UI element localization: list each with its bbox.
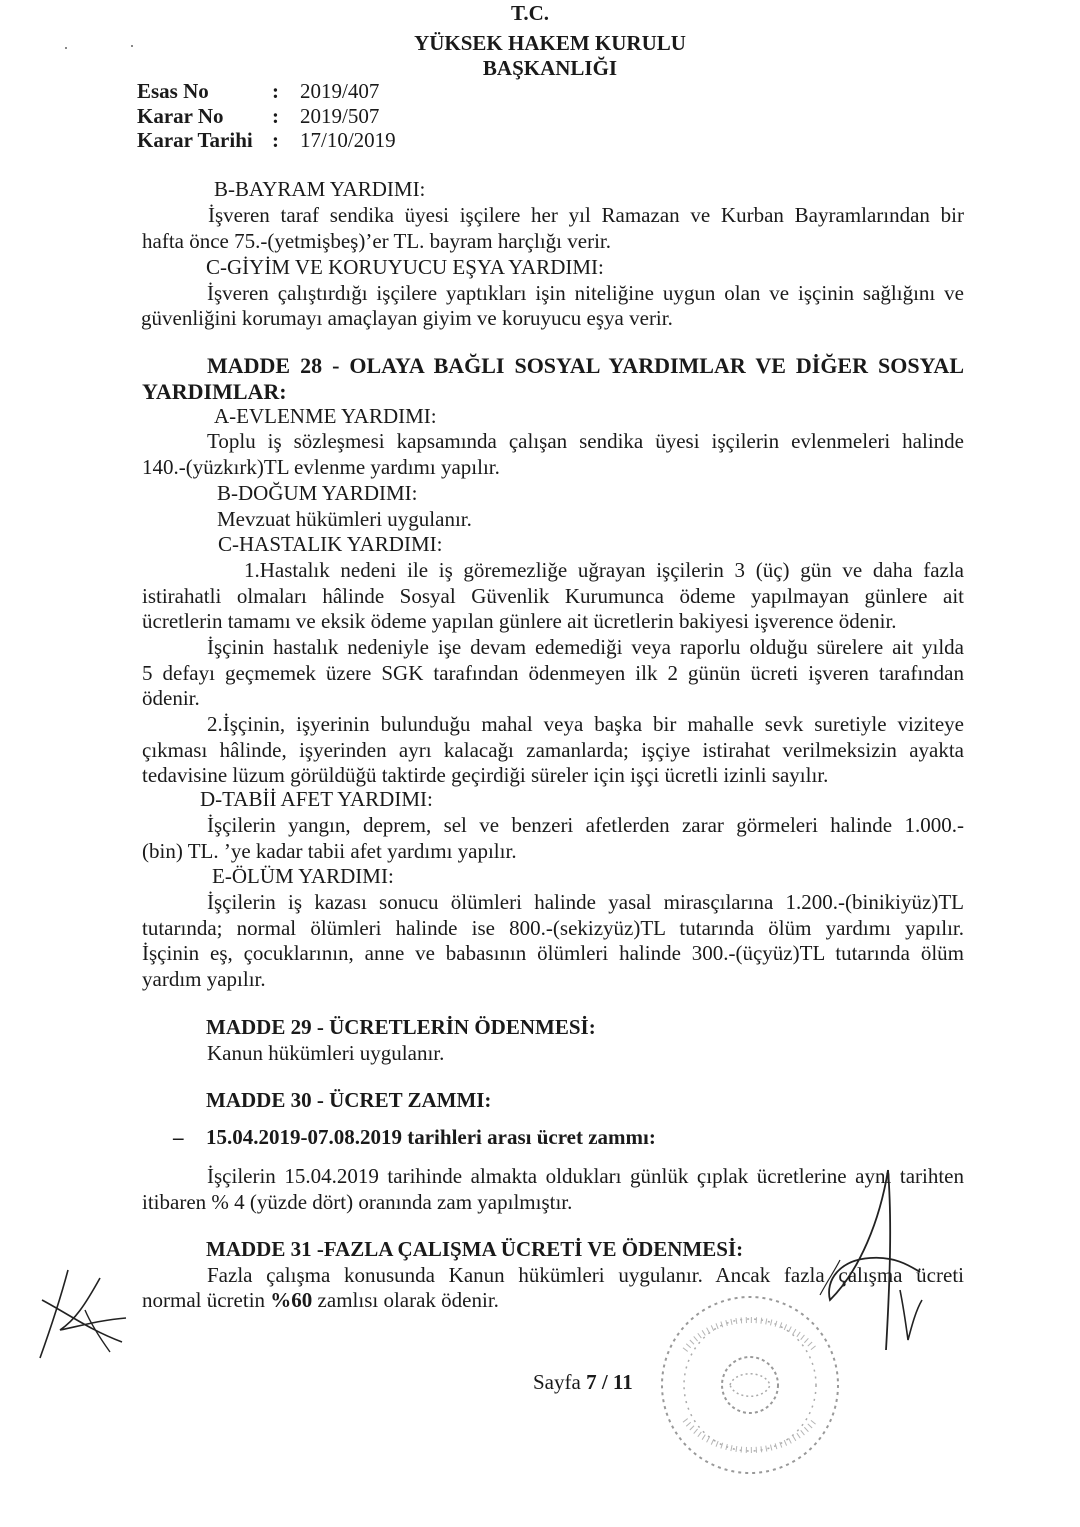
body-line: yardım yapılır. <box>142 967 266 991</box>
body-line: tutarında; normal ölümleri halinde ise 800.-(sekizyüz)TL tutarında ölüm yardımı yapılır. <box>142 916 964 940</box>
body-line: hafta önce 75.-(yetmişbeş)’er TL. bayram harçlığı verir. <box>142 229 612 253</box>
header-department: BAŞKANLIĞI <box>482 56 618 80</box>
meta-colon: : <box>272 104 279 128</box>
subheading-olum-yardimi: E-ÖLÜM YARDIMI: <box>212 864 394 888</box>
header-organization: YÜKSEK HAKEM KURULU <box>414 31 686 55</box>
body-line: Kanun hükümleri uygulanır. <box>207 1041 445 1065</box>
subheading-bayram-yardimi: B-BAYRAM YARDIMI: <box>214 177 426 201</box>
initials-signature <box>30 1260 140 1370</box>
body-text: zamlısı olarak ödenir. <box>312 1288 499 1312</box>
meta-value-karar-tarihi: 17/10/2019 <box>300 128 396 152</box>
body-line: 140.-(yüzkırk)TL evlenme yardımı yapılır. <box>142 455 500 479</box>
subheading-evlenme-yardimi: A-EVLENME YARDIMI: <box>214 404 437 428</box>
subheading-tabii-afet-yardimi: D-TABİİ AFET YARDIMI: <box>200 787 433 811</box>
body-line: İşçinin hastalık nedeniyle işe devam edemediği veya raporlu olduğu sürelere ait yılda <box>207 635 964 659</box>
body-line: ücretlerin tamamı ve eksik ödeme yapılan günlere ait ücretlerin bakiyesi işverence ödenir. <box>142 609 897 633</box>
page-label: Sayfa <box>533 1370 587 1394</box>
page-number <box>533 1369 633 1395</box>
official-stamp <box>655 1290 845 1480</box>
meta-value-esas-no: 2019/407 <box>300 79 380 103</box>
list-dash: – <box>173 1125 184 1149</box>
body-line: 5 defayı geçmemek üzere SGK tarafından ödenmeyen ilk 2 günün ücreti işveren tarafından <box>142 661 964 685</box>
body-line: itibaren % 4 (yüzde dört) oranında zam yapılmıştır. <box>142 1190 573 1214</box>
meta-label-karar-tarihi: Karar Tarihi <box>137 128 253 152</box>
body-line: ödenir. <box>142 686 200 710</box>
subheading-hastalik-yardimi: C-HASTALIK YARDIMI: <box>218 532 443 556</box>
meta-label-esas-no: Esas No <box>137 79 209 103</box>
body-line <box>142 1287 499 1313</box>
scan-speck <box>65 47 67 49</box>
article-30-heading: MADDE 30 - ÜCRET ZAMMI: <box>206 1088 492 1112</box>
article-28-heading-cont: YARDIMLAR: <box>142 379 287 404</box>
meta-colon: : <box>272 79 279 103</box>
body-line: güvenliğini korumayı amaçlayan giyim ve koruyucu eşya verir. <box>141 306 673 330</box>
article-31-heading: MADDE 31 -FAZLA ÇALIŞMA ÜCRETİ VE ÖDENMESİ: <box>206 1237 744 1261</box>
scan-speck <box>131 45 133 47</box>
meta-label-karar-no: Karar No <box>137 104 224 128</box>
article-29-heading: MADDE 29 - ÜCRETLERİN ÖDENMESİ: <box>206 1015 596 1039</box>
page-count: 7 / 11 <box>586 1370 633 1394</box>
article-28-heading: MADDE 28 - OLAYA BAĞLI SOSYAL YARDIMLAR VE DİĞER SOSYAL <box>207 353 964 378</box>
subheading-dogum-yardimi: B-DOĞUM YARDIMI: <box>217 481 418 505</box>
meta-value-karar-no: 2019/507 <box>300 104 380 128</box>
body-line: 2.İşçinin, işyerinin bulunduğu mahal veya başka bir mahalle sevk suretiyle viziteye <box>207 712 964 736</box>
body-line: İşçilerin 15.04.2019 tarihinde almakta oldukları günlük çıplak ücretlerine aynı tarihten <box>207 1164 964 1188</box>
body-line: 1.Hastalık nedeni ile iş göremezliğe uğrayan işçilerin 3 (üç) gün ve daha fazla <box>244 558 964 582</box>
body-line: Toplu iş sözleşmesi kapsamında çalışan sendika üyesi işçilerin evlenmeleri halinde <box>207 429 964 453</box>
subheading-giyim-yardimi: C-GİYİM VE KORUYUCU EŞYA YARDIMI: <box>206 255 604 279</box>
body-line: Fazla çalışma konusunda Kanun hükümleri uygulanır. Ancak fazla çalışma ücreti <box>207 1263 964 1287</box>
body-line: çıkması hâlinde, işyerinden ayrı kalacağı zamanlarda; işçiye istirahat verilmeksizin ayakta <box>142 738 964 762</box>
body-line: tedavisine lüzum görüldüğü taktirde geçirdiği süreler için işçi ücretli izinli sayılır. <box>142 763 829 787</box>
body-line: İşveren çalıştırdığı işçilere yaptıkları işin niteliğine uygun olan ve işçinin sağlığını ve <box>207 281 964 305</box>
article-30-subheading: 15.04.2019-07.08.2019 tarihleri arası ücret zammı: <box>206 1125 656 1149</box>
body-line: İşçinin eş, çocuklarının, anne ve babasının ölümleri halinde 300.-(üçyüz)TL tutarında ölüm <box>142 941 964 965</box>
body-line: İşveren taraf sendika üyesi işçilere her yıl Ramazan ve Kurban Bayramlarından bir <box>208 203 964 227</box>
body-line: İşçilerin iş kazası sonucu ölümleri halinde yasal mirasçılarına 1.200.-(binikiyüz)TL <box>207 890 964 914</box>
meta-colon: : <box>272 128 279 152</box>
body-line: Mevzuat hükümleri uygulanır. <box>217 507 472 531</box>
body-line: (bin) TL. ’ye kadar tabii afet yardımı yapılır. <box>142 839 517 863</box>
body-line: İşçilerin yangın, deprem, sel ve benzeri afetlerden zarar görmeleri halinde 1.000.- <box>207 813 964 837</box>
percent-value: %60 <box>270 1288 313 1312</box>
body-line: istirahatli olmaları hâlinde Sosyal Güvenlik Kurumunca ödeme yapılmayan günlere ait <box>142 584 964 608</box>
body-text: normal ücretin <box>142 1288 271 1312</box>
header-tc: T.C. <box>510 1 550 25</box>
